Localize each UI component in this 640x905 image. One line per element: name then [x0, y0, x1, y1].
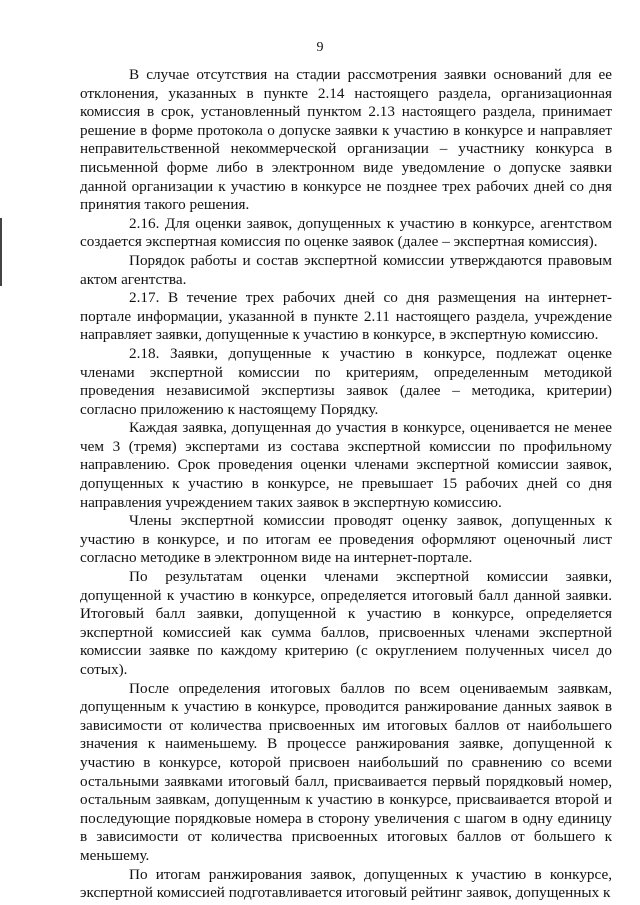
paragraph: 2.17. В течение трех рабочих дней со дня размещения на интернет-портале информации, указанной в пункте 2.11 настоящего раздела, учреждение направляет заявки, допущенные к участию в конкурсе, в экспертную комиссию.	[80, 289, 612, 344]
paragraph: После определения итоговых баллов по всем оцениваемым заявкам, допущенным к участию в конкурсе, проводится ранжирование данных заявок в зависимости от количества присвоенных им итоговых баллов от наибольшего значения к наименьшему. В процессе ранжирования заявке, допущенной к участию в конкурсе, которой присвоен наибольший по сравнению со всеми остальными заявками итоговый балл, присваивается первый порядковый номер, остальным заявкам, допущенным к участию в конкурсе, присваивается второй и последующие порядковые номера в сторону увеличения с шагом в одну единицу в зависимости от количества присвоенных итоговых баллов от большего к меньшему.	[80, 679, 612, 864]
scan-edge-mark	[0, 218, 2, 286]
paragraph: 2.18. Заявки, допущенные к участию в конкурсе, подлежат оценке членами экспертной комиссии по критериям, определенным методикой проведения независимой экспертизы заявок (далее – методика, критерии) согласно приложению к настоящему Порядку.	[80, 344, 612, 418]
document-body	[80, 66, 612, 903]
paragraph: 2.16. Для оценки заявок, допущенных к участию в конкурсе, агентством создается экспертная комиссия по оценке заявок (далее – экспертная комиссия).	[80, 214, 612, 251]
paragraph: Порядок работы и состав экспертной комиссии утверждаются правовым актом агентства.	[80, 251, 612, 288]
paragraph: В случае отсутствия на стадии рассмотрения заявки оснований для ее отклонения, указанных в пункте 2.14 настоящего раздела, организационная комиссия в срок, установленный пунктом 2.13 настоящего раздела, принимает решение в форме протокола о допуске заявки к участию в конкурсе и направляет неправительственной некоммерческой организации – участнику конкурса в письменной форме либо в электронном виде уведомление о допуске заявки данной организации к участию в конкурсе не позднее трех рабочих дней со дня принятия такого решения.	[80, 66, 612, 214]
paragraph: Члены экспертной комиссии проводят оценку заявок, допущенных к участию в конкурсе, и по итогам ее проведения оформляют оценочный лист согласно методике в электронном виде на интернет-портале.	[80, 512, 612, 567]
paragraph: По результатам оценки членами экспертной комиссии заявки, допущенной к участию в конкурсе, определяется итоговый балл данной заявки. Итоговый балл заявки, допущенной к участию в конкурсе, определяется экспертной комиссией как сумма баллов, присвоенных членами экспертной комиссии заявке по каждому критерию (с округлением полученных чисел до сотых).	[80, 568, 612, 678]
paragraph: По итогам ранжирования заявок, допущенных к участию в конкурсе, экспертной комиссией подготавливается итоговый рейтинг заявок, допущенных к	[80, 865, 612, 902]
paragraph: Каждая заявка, допущенная до участия в конкурсе, оценивается не менее чем 3 (тремя) экспертами из состава экспертной комиссии по профильному направлению. Срок проведения оценки членами экспертной комиссии заявок, допущенных к участию в конкурсе, не превышает 15 рабочих дней со дня направления учреждением таких заявок в экспертную комиссию.	[80, 419, 612, 511]
page-number: 9	[316, 40, 324, 55]
